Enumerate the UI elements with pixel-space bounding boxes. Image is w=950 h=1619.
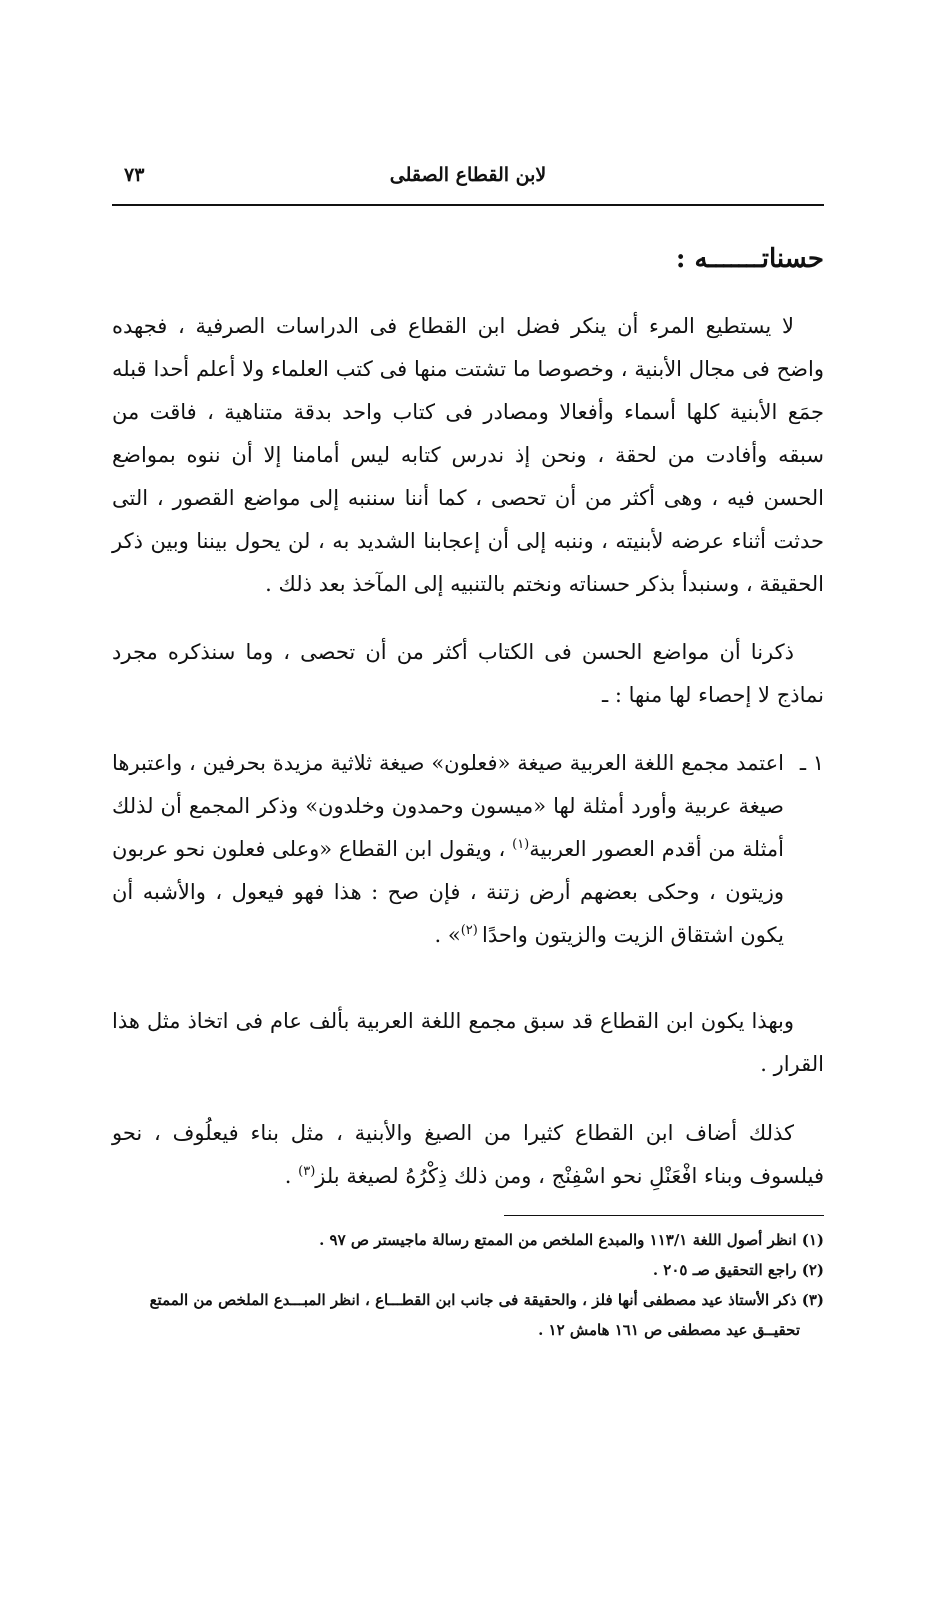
numbered-list	[112, 742, 824, 957]
footnote-3: (٣) ذكر الأستاذ عيد مصطفى أنها فلز ، والحقيقة فى جانب ابن القطـــاع ، انظر المبـــدع الملخص من الممتع	[149, 1291, 824, 1309]
footnotes	[112, 1225, 824, 1345]
list-item-1	[112, 742, 824, 957]
footnote-3-continuation: تحقيــق عيد مصطفى ص ١٦١ هامش ١٢ .	[538, 1321, 800, 1339]
footnote-2: (٢) راجع التحقيق صـ ٢٠٥ .	[652, 1261, 824, 1279]
paragraph-3	[112, 1000, 824, 1086]
paragraph-2	[112, 631, 824, 717]
footnote-rule	[504, 1215, 824, 1216]
list-item-1-text-b: ، ويقول ابن القطاع «وعلى فعلون نحو عربون وزيتون ، وحكى بعضهم أرض زتنة ، فإن صح : هذا فهو فيعول ، والأشبه أن يكون اشتقاق الزيت والزيتون واحدًا	[112, 837, 784, 947]
footnote-ref-3: (٣)	[298, 1164, 316, 1179]
list-item-1-text-a: اعتمد مجمع اللغة العربية صيغة «فعلون» صيغة ثلاثية مزيدة بحرفين ، واعتبرها صيغة عربية وأورد أمثلة لها «ميسون وحمدون وخلدون» وذكر المجمع أن لذلك أمثلة من أقدم العصور العربية	[112, 751, 785, 861]
paragraph-1	[112, 305, 824, 606]
list-item-1-text-c: » .	[434, 923, 461, 947]
list-item-1-marker: ١ ـ	[799, 751, 824, 775]
paragraph-1-text: لا يستطيع المرء أن ينكر فضل ابن القطاع فى الدراسات الصرفية ، فجهده واضح فى مجال الأبنية ، وخصوصا ما تشتت منها فى كتب العلماء ولا أعلم أحدا قبله جمَع الأبنية كلها أسماء وأفعالا ومصادر فى كتاب واحد بدقة متناهية ، فاقت من سبقه وأفادت من لحقة ، ونحن إذ ندرس كتابه ليس أمامنا إلا أن ننوه بمواضع الحسن فيه ، وهى أكثر من أن تحصى ، كما أننا سننبه إلى مواضع القصور ، التى حدثت أثناء عرضه لأبنيته ، وننبه إلى أن إعجابنا الشديد به ، لن يحول بيننا وبين ذكر الحقيقة ، وسنبدأ بذكر حسناته ونختم بالتنبيه إلى المآخذ بعد ذلك .	[112, 314, 824, 596]
paragraph-2-text: ذكرنا أن مواضع الحسن فى الكتاب أكثر من أن تحصى ، وما سنذكره مجرد نماذج لا إحصاء لها منها : ـ	[112, 640, 824, 707]
paragraph-4	[112, 1112, 824, 1198]
footnote-ref-1: (١)	[512, 837, 530, 852]
running-header	[112, 158, 824, 198]
paragraph-4-text-b: .	[284, 1164, 299, 1188]
section-heading: حسناتـــــــه :	[675, 244, 824, 274]
footnote-1: (١) انظر أصول اللغة ١١٣/١ والمبدع الملخص من الممتع رسالة ماجيستر ص ٩٧ .	[319, 1231, 824, 1249]
list-item-1-text	[112, 742, 784, 957]
footnote-ref-2: (٢)	[460, 923, 482, 938]
running-header-title: لابن القطاع الصقلى	[389, 164, 547, 186]
paragraph-4-text-a: كذلك أضاف ابن القطاع كثيرا من الصيغ والأبنية ، مثل بناء فيعلُوف ، نحو فيلسوف وبناء افْعَنْلِ نحو اسْفِنْج ، ومن ذلك ذِكْرُهُ لصيغة بلز	[112, 1121, 824, 1188]
page-number: ٧٣	[124, 164, 145, 186]
paragraph-3-text: وبهذا يكون ابن القطاع قد سبق مجمع اللغة العربية بألف عام فى اتخاذ مثل هذا القرار .	[112, 1009, 824, 1076]
book-page	[112, 0, 824, 1619]
header-rule	[112, 204, 824, 206]
paragraph-4-text	[112, 1112, 824, 1198]
